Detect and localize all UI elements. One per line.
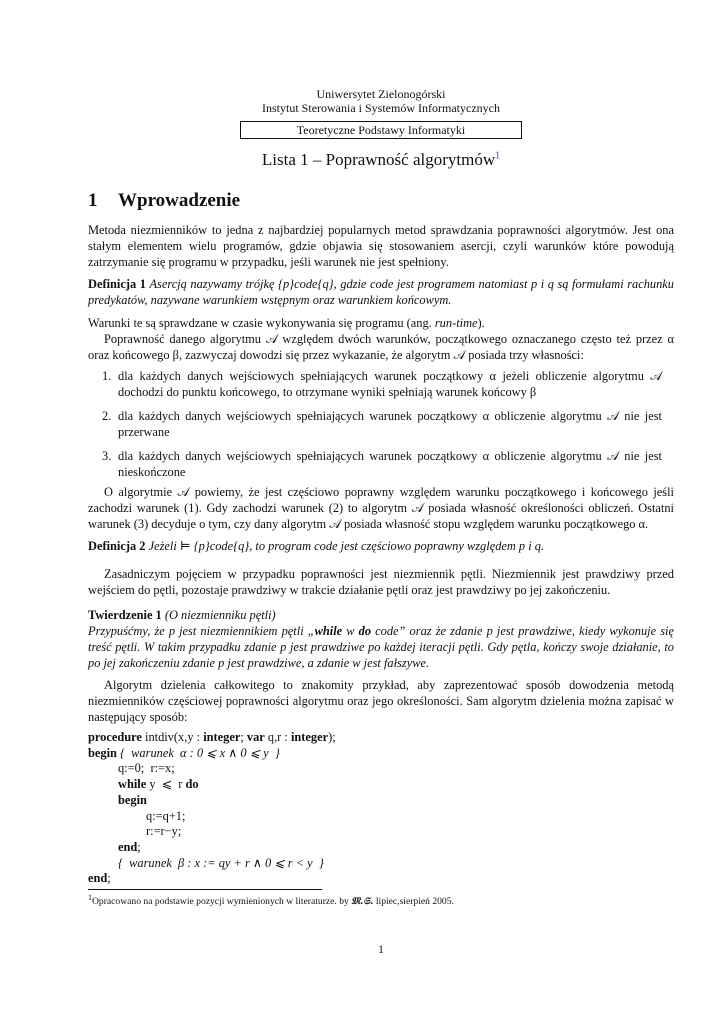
institute-name: Instytut Sterowania i Systemów Informatycznych — [262, 101, 500, 115]
course-box: Teoretyczne Podstawy Informatyki — [240, 121, 522, 139]
runtime-pre: Warunki te są sprawdzane w czasie wykonywania się programu (ang. — [88, 316, 435, 330]
code-listing — [88, 730, 336, 887]
runtime-paragraph — [88, 315, 674, 331]
footnote-mark: 1 — [88, 893, 92, 902]
footnote-rule — [88, 889, 322, 890]
footnote-text: Opracowano na podstawie pozycji wymienionych w literaturze. by — [92, 896, 352, 908]
definition-2 — [88, 538, 674, 554]
theorem-heading — [88, 607, 674, 623]
theorem-name: (O niezmienniku pętli) — [164, 608, 276, 622]
code-line: { warunek β : x := qy + r ∧ 0 ⩽ r < y } — [118, 855, 324, 870]
section-number: 1 — [88, 190, 98, 211]
partial-correctness-paragraph: O algorytmie 𝒜 powiemy, że jest częściowo poprawny względem warunku początkowego i końcowego jeśli zachodzi warunek (1). Gdy zachodzi warunek (2) to algorytm 𝒜 posiada własność określoności obliczeń. Ostatni warunek (3) decyduje o tym, czy dany algorytm 𝒜 posiada własność stopu względem warunku początkowego α. — [88, 485, 674, 531]
list-item-text: dla każdych danych wejściowych spełniających warunek początkowy α obliczenie algorytmu 𝒜 nie jest przerwane — [118, 409, 662, 439]
runtime-post: ). — [477, 316, 485, 330]
definition-2-label: Definicja 2 — [88, 539, 146, 553]
document-title — [88, 150, 674, 170]
runtime-term: run-time — [434, 316, 478, 330]
correctness-paragraph: Poprawność danego algorytmu 𝒜 względem dwóch warunków, początkowego oznaczanego często też przez α oraz końcowego β, zazwyczaj dowodzi się przez wykazanie, że algorytm 𝒜 posiada trzy własności: — [88, 332, 674, 362]
footnote — [88, 893, 674, 907]
invariant-paragraph: Zasadniczym pojęciem w przypadku poprawności jest niezmiennik pętli. Niezmiennik jest prawdziwy przed wejściem do pętli, pozostaje prawdziwy w trakcie działanie pętli oraz jest prawdziwy po jej zakończeniu. — [88, 567, 674, 597]
code-line: begin — [118, 792, 147, 807]
page-number: 1 — [378, 942, 384, 956]
definition-1-label: Definicja 1 — [88, 277, 146, 291]
definition-1-text: Asercją nazywamy trójkę {p}code{q}, gdzie code jest programem natomiast p i q są formułami rachunku predykatów, nazywane warunkiem wstępnym oraz warunkiem końcowym. — [88, 277, 674, 307]
section-title: Wprowadzenie — [118, 190, 241, 211]
list-item-text: dla każdych danych wejściowych spełniających warunek początkowy α jeżeli obliczenie algorytmu 𝒜 dochodzi do punktu końcowego, to otrzymane wyniki spełniają warunek końcowy β — [118, 369, 662, 399]
code-line: end; — [118, 839, 141, 854]
code-line: q:=q+1; — [146, 808, 186, 823]
code-line: begin { warunek α : 0 ⩽ x ∧ 0 ⩽ y } — [88, 745, 280, 760]
properties-list — [88, 368, 662, 488]
theorem-body: Przypuśćmy, że p jest niezmiennikiem pętli „while w do code” oraz że zdanie p jest prawdziwe, kiedy wykonuje się treść pętli. W takim przypadku zdanie p jest prawdziwe po każdej iteracji pętli. Gdy pętla, kończy swoje działanie, to po jej zakończeniu zdanie p jest prawdziwe, a zdanie w jest fałszywe. — [88, 624, 674, 670]
theorem-1 — [88, 607, 674, 671]
theorem-while-keyword: while — [314, 624, 343, 638]
university-name: Uniwersytet Zielonogórski — [316, 87, 446, 101]
intro-paragraph: Metoda niezmienników to jedna z najbardziej popularnych metod sprawdzania poprawności algorytmów. Jest ona stałym elementem wielu programów, gdzie objawia się stosowaniem asercji, czyli warunków które powodują zatrzymanie się programu w przypadku, jeśli warunek nie jest spełniony. — [88, 223, 674, 269]
list-item-text: dla każdych danych wejściowych spełniających warunek początkowy α obliczenie algorytmu 𝒜 nie jest nieskończone — [118, 449, 662, 479]
code-line: procedure intdiv(x,y : integer; var q,r : integer); — [88, 730, 336, 744]
title-text: Lista 1 – Poprawność algorytmów — [261, 150, 496, 169]
code-line: while y ⩽ r do — [118, 777, 199, 792]
definition-1 — [88, 276, 674, 308]
footnote-date: lipiec,sierpień 2005. — [373, 896, 454, 908]
title-footnote-link[interactable]: 1 — [495, 150, 501, 162]
theorem-do-keyword: do — [358, 624, 372, 638]
list-item: 1. dla każdych danych wejściowych spełniających warunek początkowy α jeżeli obliczenie algorytmu 𝒜 dochodzi do punktu końcowego, to otrzymane wyniki spełniają warunek końcowy β — [102, 369, 662, 399]
code-line: q:=0; r:=x; — [118, 761, 175, 776]
division-paragraph: Algorytm dzielenia całkowitego to znakomity przykład, aby zaprezentować sposób dowodzenia metodą niezmienników częściowej poprawności algorytmu oraz jego określoności. Sam algorytm dzielenia można zapisać w następujący sposób: — [88, 678, 674, 724]
theorem-label: Twierdzenie 1 — [88, 608, 162, 622]
code-line: end; — [88, 871, 111, 886]
section-heading — [88, 190, 240, 212]
list-item: 3. dla każdych danych wejściowych spełniających warunek początkowy α obliczenie algorytmu 𝒜 nie jest nieskończone — [102, 449, 662, 479]
code-line: r:=r−y; — [146, 824, 182, 839]
definition-2-text: Jeżeli ⊨ {p}code{q}, to program code jest częściowo poprawny względem p i q. — [148, 539, 545, 553]
list-item: 2. dla każdych danych wejściowych spełniających warunek początkowy α obliczenie algorytmu 𝒜 nie jest przerwane — [102, 409, 662, 439]
author-initials: 𝔐.𝔖. — [351, 896, 374, 908]
